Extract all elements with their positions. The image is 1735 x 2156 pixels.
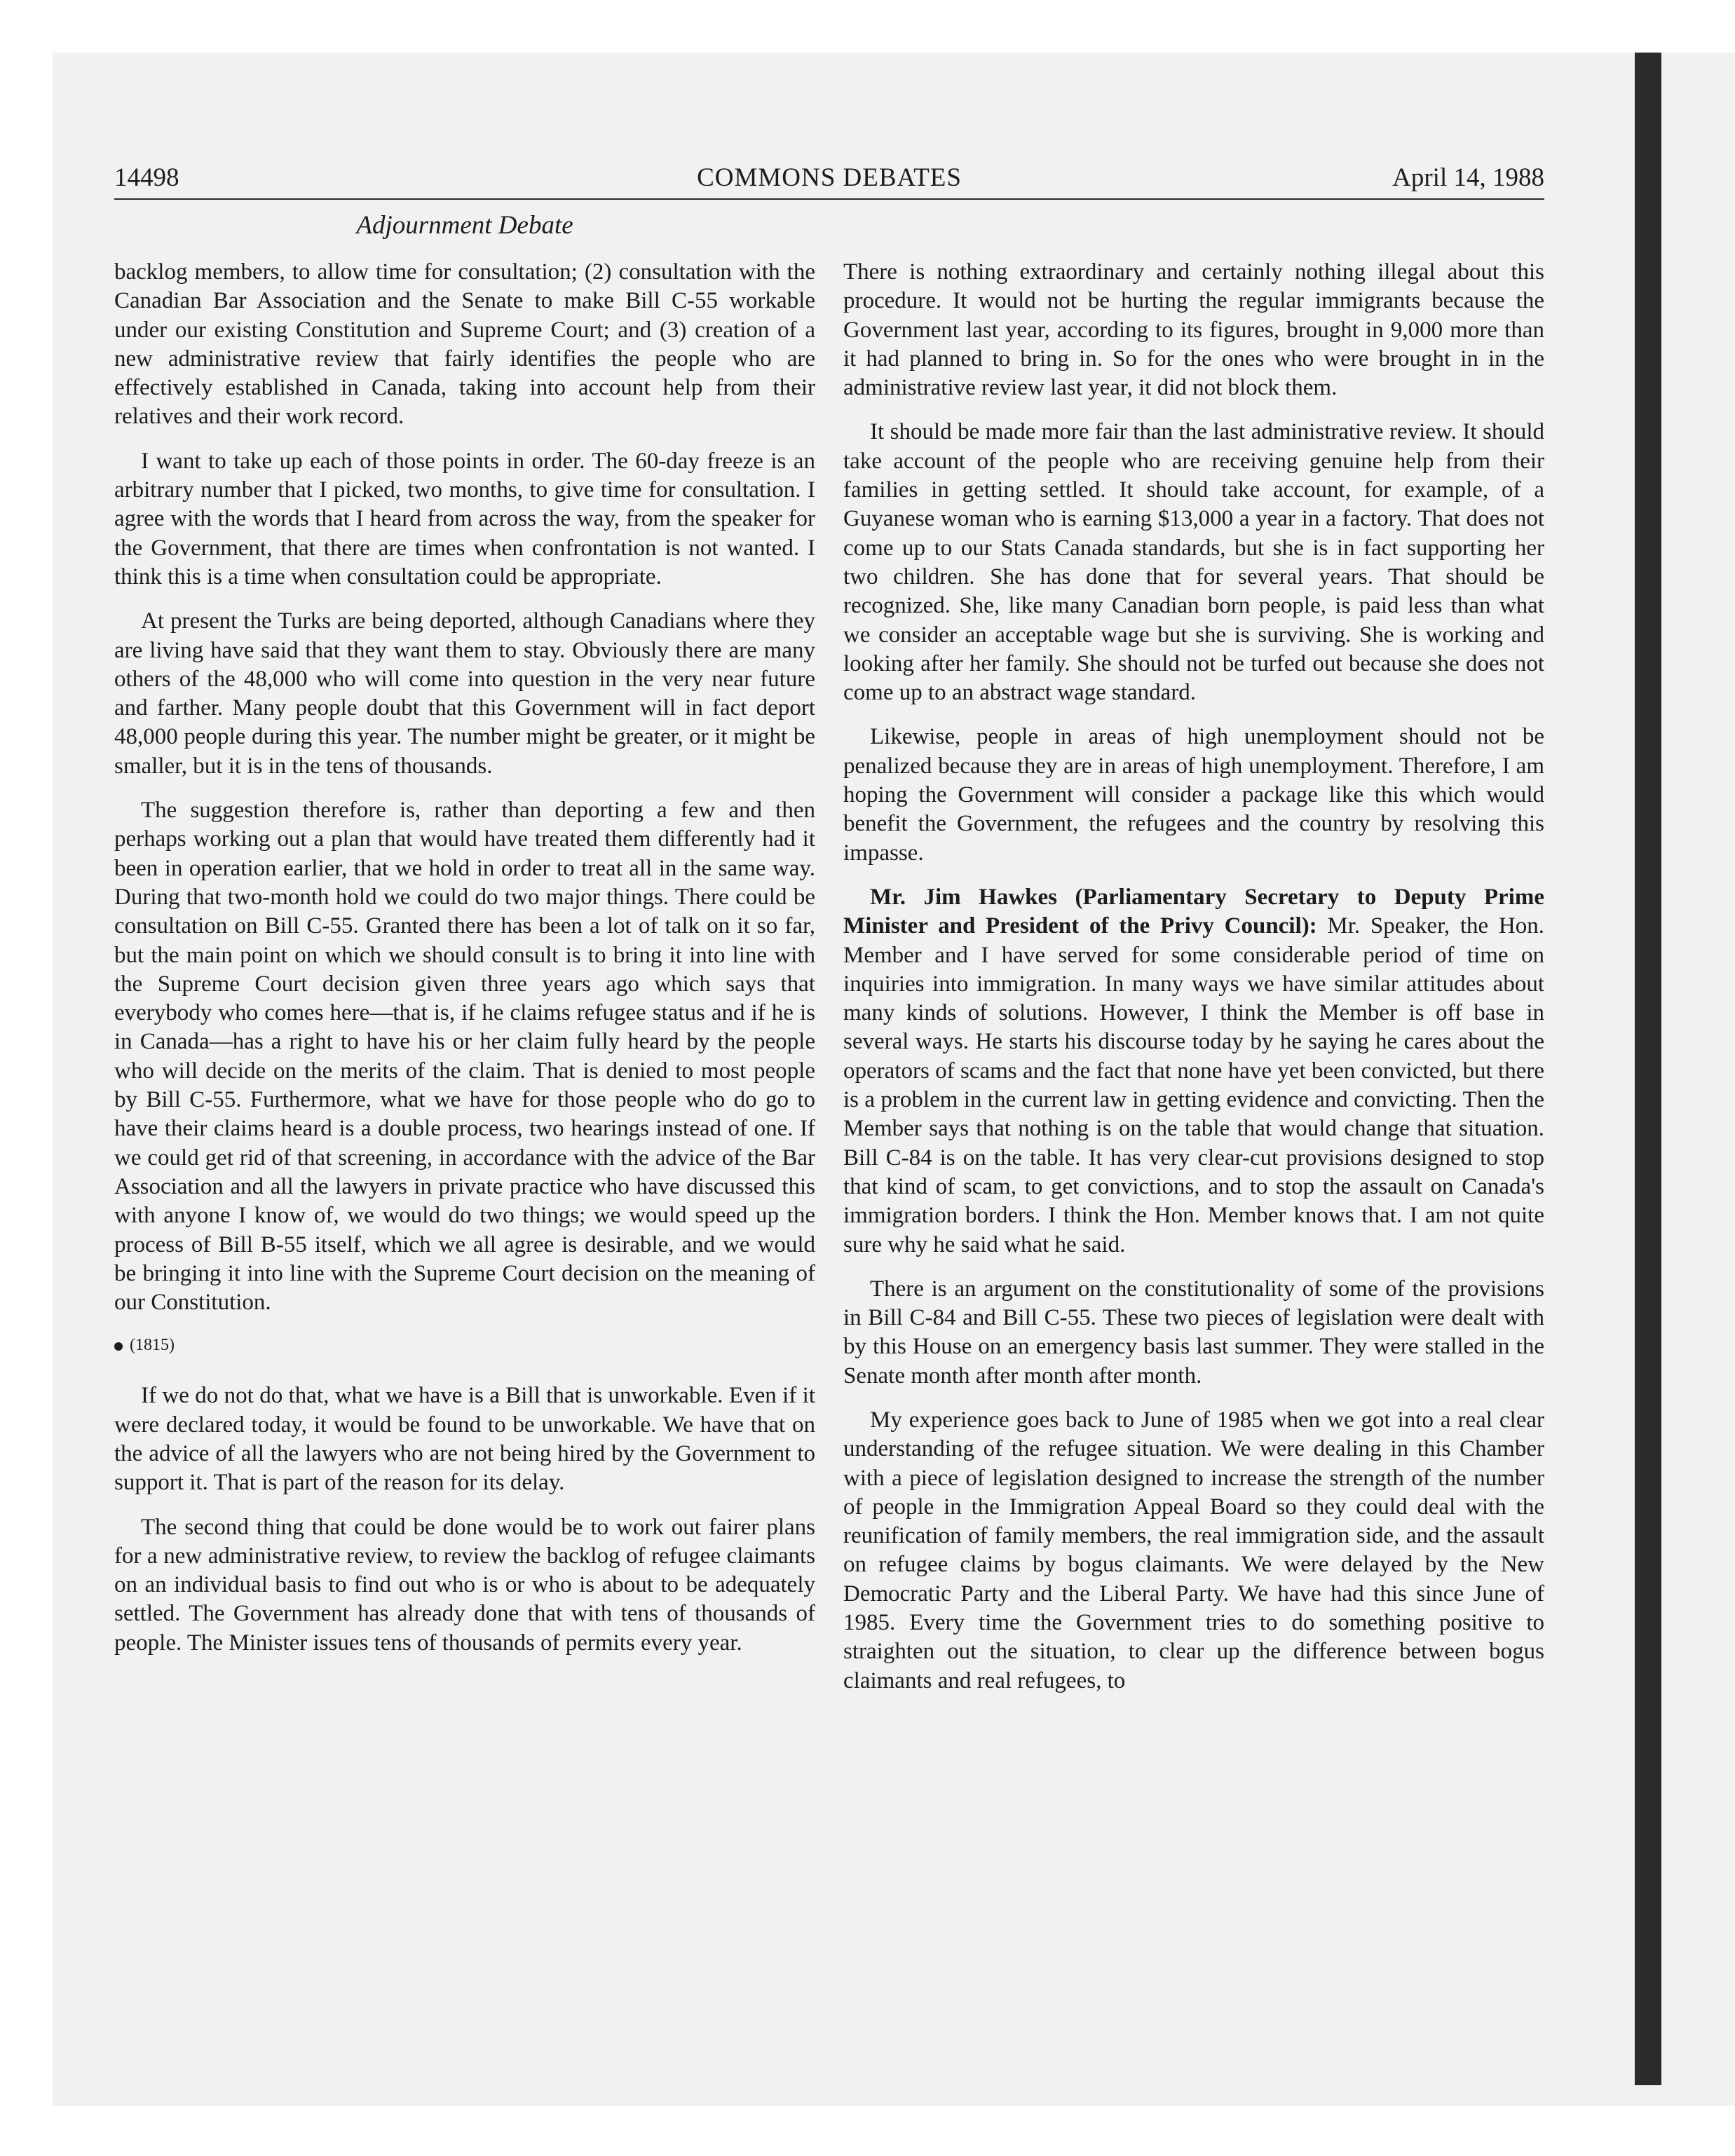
right-column [843, 258, 1544, 1711]
time-marker [114, 1332, 815, 1358]
bullet-dot-icon [114, 1342, 123, 1351]
paragraph: My experience goes back to June of 1985 when we got into a real clear understanding of the refugee situation. We were dealing in this Chamber with a piece of legislation designed to increase the strength of the number of people in the Immigration Appeal Board so they could deal with the reunification of family members, the real immigration side, and the assault on refugee claims by bogus claimants. We were delayed by the New Democratic Party and the Liberal Party. We have had this since June of 1985. Every time the Government tries to do something positive to straighten out the situation, to clear up the difference between bogus claimants and real refugees, to [843, 1407, 1544, 1693]
time-marker-text: (1815) [130, 1336, 175, 1355]
paragraph: If we do not do that, what we have is a Bill that is unworkable. Even if it were declared today, it would be found to be unworkable. We have that on the advice of all the lawyers who are not being hired by the Government to support it. That is part of the reason for its delay. [114, 1383, 815, 1496]
publication-date: April 14, 1988 [1392, 163, 1544, 192]
scan-edge-shadow [1635, 53, 1661, 2085]
paragraph: The suggestion therefore is, rather than deporting a few and then perhaps working out a plan that would have treated them differently had it been in operation earlier, that we hold in order to treat all in the same way. During that two-month hold we could do two major things. There could be consultation on Bill C-55. Granted there has been a lot of talk on it so far, but the main point on which we should consult is to bring it into line with the Supreme Court decision given three years ago which says that everybody who comes here—that is, if he claims refugee status and if he is in Canada—has a right to have his or her claim fully heard by the people who will decide on the merits of the claim. That is denied to most people by Bill C-55. Furthermore, what we have for those people who do go to have their claims heard is a double process, two hearings instead of one. If we could get rid of that screening, in accordance with the advice of the Bar Association and all the lawyers in private practice who have discussed this with anyone I know of, we would do two things; we would speed up the process of Bill B-55 itself, which we all agree is desirable, and we would be bringing it into line with the Supreme Court decision on the meaning of our Constitution. [114, 798, 815, 1316]
speech-text: Mr. Speaker, the Hon. Member and I have served for some considerable period of time on inquiries into immigration. In many ways we have similar attitudes about many kinds of solutions. However, I think the Member is off base in several ways. He starts his discourse today by he saying he cares about the operators of scams and the fact that none have yet been convicted, but there is a problem in the current law in getting evidence and convicting. Then the Member says that nothing is on the table that would change that situation. Bill C-84 is on the table. It has very clear-cut provisions designed to stop that kind of scam, to get convictions, and to stop the assault on Canada's immigration borders. I think the Hon. Member knows that. I am not quite sure why he said what he said. [843, 913, 1544, 1257]
paragraph: There is nothing extraordinary and certainly nothing illegal about this procedure. It would not be hurting the regular immigrants because the Government last year, according to its figures, brought in 9,000 more than it had planned to bring in. So for the ones who were brought in in the administrative review last year, it did not block them. [843, 259, 1544, 401]
page-header [114, 163, 1544, 198]
page-number: 14498 [114, 163, 179, 192]
paragraph: I want to take up each of those points in order. The 60-day freeze is an arbitrary number that I picked, two months, to give time for consultation. I agree with the words that I heard from across the way, from the speaker for the Government, that there are times when confrontation is not wanted. I think this is a time when consultation could be appropriate. [114, 448, 815, 589]
header-rule [114, 198, 1544, 200]
paragraph: It should be made more fair than the last administrative review. It should take account of the people who are receiving genuine help from their families in getting settled. It should take account, for example, of a Guyanese woman who is earning $13,000 a year in a factory. That does not come up to our Stats Canada standards, but she is in fact supporting her two children. She has done that for several years. That should be recognized. She, like many Canadian born people, is paid less than what we consider an acceptable wage but she is surviving. She is working and looking after her family. She should not be turfed out because she does not come up to an abstract wage standard. [843, 419, 1544, 706]
paragraph: backlog members, to allow time for consultation; (2) consultation with the Canadian Bar Association and the Senate to make Bill C-55 workable under our existing Constitution and Supreme Court; and (3) creation of a new administrative review that fairly identifies the people who are effectively established in Canada, taking into account help from their relatives and their work record. [114, 259, 815, 430]
paragraph: Likewise, people in areas of high unemployment should not be penalized because they are in areas of high unemployment. Therefore, I am hoping the Government will consider a package like this which would benefit the Government, the refugees and the country by resolving this impasse. [843, 724, 1544, 866]
left-column [114, 258, 815, 1673]
paragraph: At present the Turks are being deported, although Canadians where they are living have said that they want them to stay. Obviously there are many others of the 48,000 who will come into question in the very near future and farther. Many people doubt that this Government will in fact deport 48,000 people during this year. The number might be greater, or it might be smaller, but it is in the tens of thousands. [114, 608, 815, 779]
section-subheading: Adjournment Debate [356, 211, 573, 240]
speech-paragraph [843, 883, 1544, 1260]
speaker-name: Mr. Jim Hawkes (Parliamentary Secretary to Deputy Prime Minister and President of the Privy Council): [843, 884, 1544, 939]
publication-title: COMMONS DEBATES [697, 163, 962, 192]
paragraph: The second thing that could be done would be to work out fairer plans for a new administrative review, to review the backlog of refugee claimants on an individual basis to find out who is or who is about to be adequately settled. The Government has already done that with tens of thousands of people. The Minister issues tens of thousands of permits every year. [114, 1514, 815, 1656]
paragraph: There is an argument on the constitutionality of some of the provisions in Bill C-84 and Bill C-55. These two pieces of legislation were dealt with by this House on an emergency basis last summer. They were stalled in the Senate month after month after month. [843, 1276, 1544, 1389]
